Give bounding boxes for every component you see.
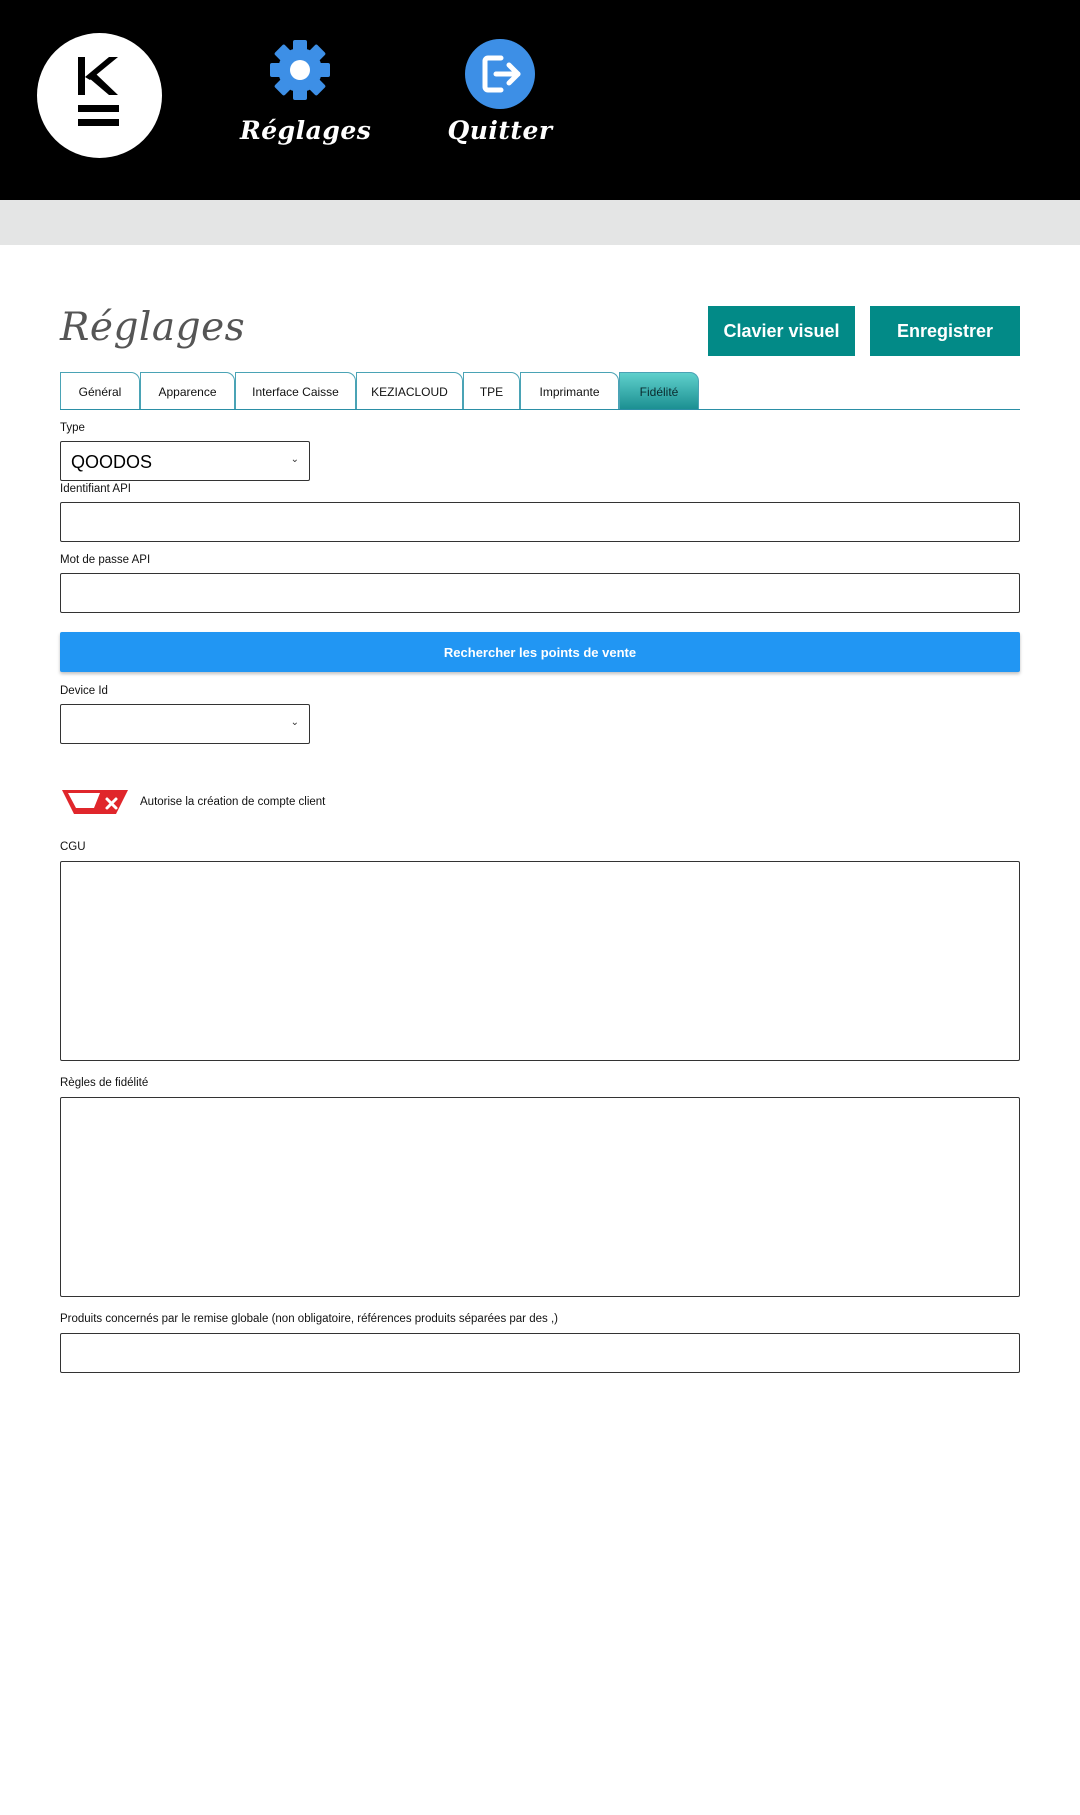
products-field[interactable] — [60, 1333, 1020, 1373]
type-label: Type — [60, 422, 85, 434]
page-title: Réglages — [60, 305, 246, 350]
tab-general[interactable]: Général — [60, 372, 140, 410]
tab-appearance[interactable]: Apparence — [140, 372, 235, 410]
sub-header-strip — [0, 200, 1080, 245]
device-id-label: Device Id — [60, 685, 108, 697]
allow-account-creation-toggle[interactable] — [60, 787, 130, 817]
device-id-select[interactable] — [60, 704, 310, 744]
loyalty-rules-textarea[interactable] — [60, 1097, 1020, 1297]
exit-icon — [464, 38, 536, 115]
type-select[interactable] — [60, 441, 310, 481]
tabs-underline — [60, 409, 1020, 410]
kezia-logo[interactable] — [37, 33, 162, 158]
cgu-textarea[interactable] — [60, 861, 1020, 1061]
gear-icon — [268, 38, 332, 107]
tab-interface-caisse[interactable]: Interface Caisse — [235, 372, 356, 410]
loyalty-rules-label: Règles de fidélité — [60, 1077, 149, 1089]
api-id-label: Identifiant API — [60, 483, 131, 495]
api-password-field[interactable] — [60, 573, 1020, 613]
tab-printer[interactable]: Imprimante — [520, 372, 619, 410]
nav-settings-label: Réglages — [240, 116, 372, 145]
visual-keyboard-button[interactable]: Clavier visuel — [708, 306, 855, 356]
cgu-label: CGU — [60, 841, 86, 853]
chevron-down-icon: ⌄ — [290, 454, 299, 465]
nav-quit-label: Quitter — [447, 116, 553, 145]
tab-tpe[interactable]: TPE — [463, 372, 520, 410]
nav-quit-button[interactable] — [440, 38, 560, 158]
api-password-label: Mot de passe API — [60, 554, 151, 566]
products-label: Produits concernés par le remise globale (non obligatoire, références produits séparées par des ,) — [60, 1313, 558, 1325]
tab-keziacloud[interactable]: KEZIACLOUD — [356, 372, 463, 410]
search-points-of-sale-button[interactable]: Rechercher les points de vente — [60, 632, 1020, 672]
chevron-down-icon: ⌄ — [290, 717, 299, 728]
tab-loyalty[interactable]: Fidélité — [619, 372, 699, 410]
type-select-value: QOODOS — [71, 452, 153, 472]
allow-account-creation-label: Autorise la création de compte client — [140, 796, 326, 808]
top-bar — [0, 0, 1080, 200]
save-button[interactable]: Enregistrer — [870, 306, 1020, 356]
api-id-field[interactable] — [60, 502, 1020, 542]
nav-settings-button[interactable] — [240, 38, 372, 158]
